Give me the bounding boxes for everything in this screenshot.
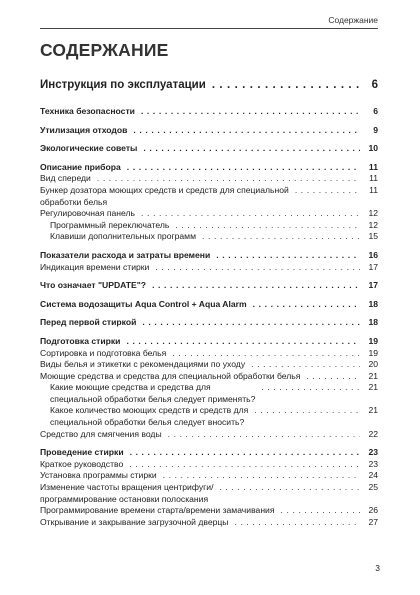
- toc-entry-title-line: обработки белья: [40, 196, 108, 207]
- toc-entry: [40, 220, 378, 232]
- toc-entry-title: Экологические советы: [40, 143, 138, 154]
- toc-entry: [40, 106, 378, 118]
- toc-entry: [40, 299, 378, 311]
- toc-entry: [40, 280, 378, 292]
- toc-entry-page: 11: [369, 173, 378, 184]
- toc-entry: [40, 317, 378, 329]
- running-header-label: Содержание: [328, 15, 378, 25]
- dot-leader: [141, 106, 360, 118]
- toc-entry-page: 18: [368, 317, 378, 328]
- header-rule: [40, 28, 378, 29]
- toc-entry-title: Перед первой стиркой: [40, 317, 137, 328]
- toc-entry-page: 9: [373, 124, 378, 135]
- toc-entry: [40, 348, 378, 360]
- toc-entry-page: 26: [368, 505, 378, 516]
- toc-entry-page: 17: [368, 280, 378, 291]
- dot-leader: [168, 429, 360, 441]
- toc-entry-title: Программный переключатель: [50, 219, 170, 230]
- table-of-contents: [40, 74, 378, 528]
- toc-entry-page: 23: [368, 458, 378, 469]
- toc-entry-title: [40, 185, 289, 208]
- toc-entry-title: Установка программы стирки: [40, 470, 157, 481]
- toc-entry-title-line: Какое количество моющих средств и средств для: [50, 405, 249, 416]
- dot-leader: [281, 505, 360, 517]
- dot-leader: [253, 299, 360, 311]
- dot-leader: [306, 371, 360, 383]
- toc-entry: [40, 250, 378, 262]
- toc-entry-page: 27: [368, 516, 378, 527]
- dot-leader: [129, 459, 360, 471]
- toc-entry-page: 6: [373, 106, 378, 116]
- toc-entry-page: 19: [368, 335, 378, 346]
- toc-entry-title: Вид спереди: [40, 173, 91, 184]
- dot-leader: [175, 220, 360, 232]
- toc-entry-title: Программирование времени старта/времени замачивания: [40, 505, 275, 516]
- toc-entry-title-line: Какие моющие средства и средства для: [50, 382, 211, 393]
- toc-entry-page: 21: [368, 382, 378, 393]
- toc-entry: [40, 359, 378, 371]
- toc-entry-title: Клавиши дополнительных программ: [50, 231, 197, 242]
- toc-entry-page: 21: [368, 405, 378, 416]
- dot-leader: [219, 482, 360, 494]
- toc-entry-title: Открывание и закрывание загрузочной дверцы: [40, 516, 229, 527]
- toc-entry-title: Средство для смягчения воды: [40, 428, 162, 439]
- toc-entry: [40, 405, 378, 428]
- toc-entry: [40, 505, 378, 517]
- toc-entry-title: Техника безопасности: [40, 106, 135, 116]
- toc-entry: [40, 262, 378, 274]
- toc-entry-page: 21: [368, 370, 378, 381]
- dot-leader: [172, 348, 360, 360]
- toc-entry-page: 17: [368, 261, 378, 272]
- dot-leader: [216, 250, 360, 262]
- toc-entry: [40, 429, 378, 441]
- toc-entry-title: [40, 482, 213, 505]
- toc-entry: [40, 371, 378, 383]
- toc-entry-page: 23: [368, 447, 378, 458]
- toc-entry-page: 18: [368, 298, 378, 309]
- toc-entry-page: 20: [368, 359, 378, 370]
- toc-entry-page: 19: [368, 347, 378, 358]
- toc-entry-title: Краткое руководство: [40, 458, 124, 469]
- toc-entry-title-line: программирование остановки полоскания: [40, 493, 209, 504]
- dot-leader: [133, 125, 360, 137]
- dot-leader: [127, 162, 360, 174]
- toc-entry-page: 15: [368, 231, 378, 242]
- toc-entry: [40, 517, 378, 529]
- toc-entry-page: 16: [368, 249, 378, 260]
- toc-entry-page: 25: [368, 482, 378, 493]
- toc-entry-title: Регулировочная панель: [40, 208, 136, 219]
- toc-entry: [40, 162, 378, 174]
- toc-entry: [40, 231, 378, 243]
- toc-entry-title: Виды белья и этикетки с рекомендациями по уходу: [40, 359, 246, 370]
- toc-entry-title-line: специальной обработки белья следует применять?: [50, 393, 256, 404]
- toc-entry-title: Проведение стирки: [40, 447, 124, 458]
- toc-entry-page: 6: [371, 79, 378, 91]
- toc-entry: [40, 125, 378, 137]
- dot-leader: [163, 470, 360, 482]
- dot-leader: [202, 231, 360, 243]
- toc-entry-title: Индикация времени стирки: [40, 261, 150, 272]
- toc-entry: [40, 470, 378, 482]
- dot-leader: [142, 317, 360, 329]
- toc-entry: [40, 74, 378, 96]
- toc-entry-title: Описание прибора: [40, 161, 121, 172]
- toc-entry: [40, 143, 378, 155]
- dot-leader: [212, 74, 360, 96]
- toc-entry: [40, 459, 378, 471]
- page-title: СОДЕРЖАНИЕ: [40, 40, 169, 60]
- dot-leader: [261, 382, 360, 394]
- toc-entry-title-line: Бункер дозатора моющих средств и средств для специальной: [40, 184, 289, 195]
- toc-entry-title: Система водозащиты Aqua Control + Aqua Alarm: [40, 298, 247, 309]
- toc-entry-title: [50, 382, 255, 405]
- toc-entry: [40, 336, 378, 348]
- toc-entry-title-line: специальной обработки белья следует вносить?: [50, 417, 245, 428]
- toc-entry-title: Инструкция по эксплуатации: [40, 79, 206, 91]
- toc-entry-title: Моющие средства и средства для специальной обработки белья: [40, 370, 301, 381]
- toc-entry: [40, 185, 378, 208]
- dot-leader: [295, 185, 360, 197]
- toc-entry: [40, 482, 378, 505]
- dot-leader: [254, 405, 360, 417]
- toc-entry-title: Показатели расхода и затраты времени: [40, 249, 211, 260]
- toc-entry: [40, 447, 378, 459]
- dot-leader: [234, 517, 360, 529]
- toc-entry-page: 10: [368, 143, 378, 154]
- dot-leader: [155, 262, 360, 274]
- toc-entry: [40, 208, 378, 220]
- dot-leader: [251, 359, 360, 371]
- dot-leader: [141, 208, 360, 220]
- toc-entry-page: 11: [368, 161, 378, 172]
- toc-entry-title: [50, 405, 248, 428]
- dot-leader: [97, 173, 360, 185]
- toc-entry-title-line: Изменение частоты вращения центрифуги/: [40, 482, 214, 493]
- page-number: 3: [375, 563, 380, 573]
- toc-entry-page: 22: [368, 428, 378, 439]
- dot-leader: [152, 280, 360, 292]
- dot-leader: [126, 336, 360, 348]
- toc-entry: [40, 382, 378, 405]
- toc-entry-title: Утилизация отходов: [40, 124, 128, 135]
- toc-entry-title: Подготовка стирки: [40, 335, 121, 346]
- dot-leader: [143, 143, 360, 155]
- toc-entry-title: Сортировка и подготовка белья: [40, 347, 167, 358]
- toc-entry-page: 24: [368, 470, 378, 481]
- toc-entry-page: 12: [368, 208, 378, 219]
- dot-leader: [130, 447, 360, 459]
- toc-entry-title: Что означает "UPDATE"?: [40, 280, 147, 291]
- toc-entry: [40, 173, 378, 185]
- toc-entry-page: 11: [369, 184, 378, 195]
- toc-entry-page: 12: [368, 219, 378, 230]
